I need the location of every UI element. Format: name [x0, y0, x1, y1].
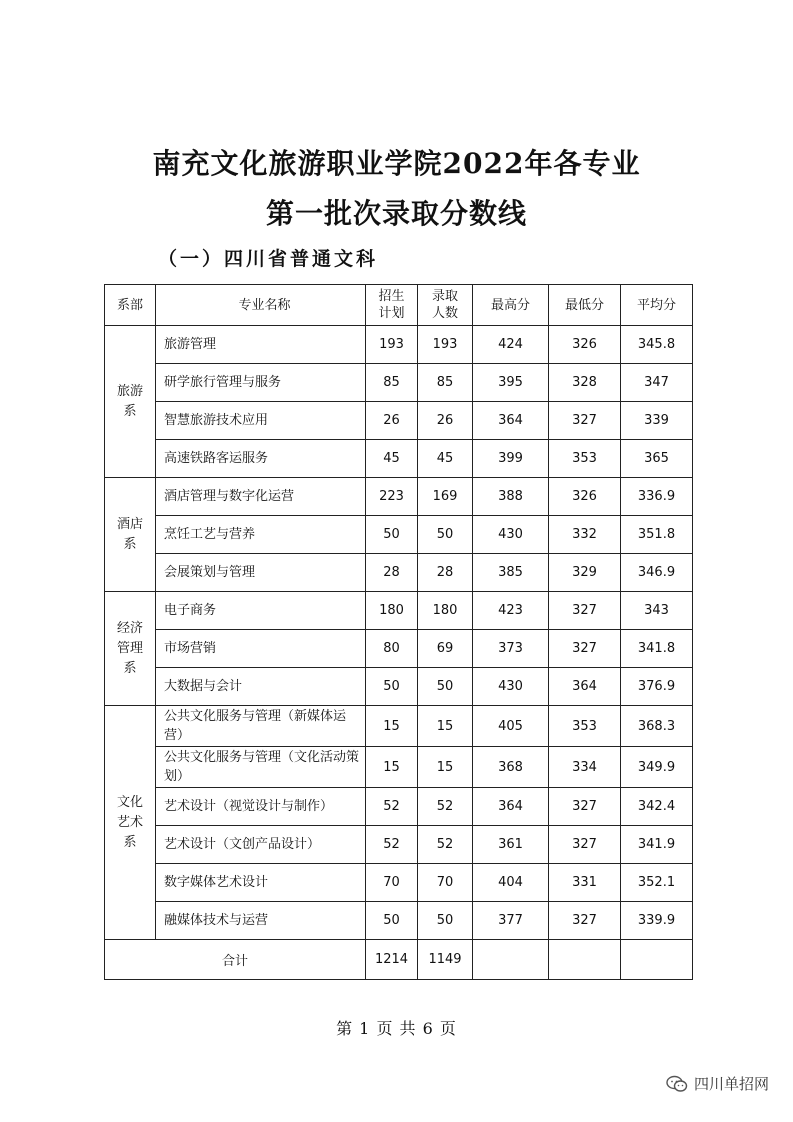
plan-cell: 193	[366, 326, 418, 364]
header-plan: 招生 计划	[366, 285, 418, 326]
table-row	[105, 668, 693, 706]
max-cell: 430	[473, 668, 549, 706]
admitted-cell: 52	[418, 826, 473, 864]
min-cell: 327	[549, 826, 621, 864]
admission-score-table	[104, 284, 693, 980]
avg-cell: 341.9	[621, 826, 693, 864]
major-name-cell: 烹饪工艺与营养	[156, 516, 366, 554]
total-admitted: 1149	[418, 940, 473, 980]
table-row	[105, 902, 693, 940]
plan-cell: 52	[366, 788, 418, 826]
major-name-cell: 高速铁路客运服务	[156, 440, 366, 478]
min-cell: 327	[549, 402, 621, 440]
avg-cell: 368.3	[621, 706, 693, 747]
total-avg	[621, 940, 693, 980]
major-name-cell: 艺术设计（文创产品设计）	[156, 826, 366, 864]
min-cell: 364	[549, 668, 621, 706]
table-row	[105, 364, 693, 402]
min-cell: 326	[549, 478, 621, 516]
avg-cell: 352.1	[621, 864, 693, 902]
major-name-cell: 数字媒体艺术设计	[156, 864, 366, 902]
min-cell: 328	[549, 364, 621, 402]
max-cell: 395	[473, 364, 549, 402]
max-cell: 364	[473, 402, 549, 440]
major-name-cell: 旅游管理	[156, 326, 366, 364]
watermark-text: 四川单招网	[693, 1075, 769, 1093]
dept-cell: 经济 管理 系	[105, 592, 156, 706]
plan-cell: 70	[366, 864, 418, 902]
major-name-cell: 市场营销	[156, 630, 366, 668]
max-cell: 377	[473, 902, 549, 940]
table-row	[105, 440, 693, 478]
min-cell: 334	[549, 747, 621, 788]
avg-cell: 339	[621, 402, 693, 440]
major-name-cell: 研学旅行管理与服务	[156, 364, 366, 402]
admitted-cell: 50	[418, 902, 473, 940]
max-cell: 404	[473, 864, 549, 902]
max-cell: 399	[473, 440, 549, 478]
major-name-cell: 酒店管理与数字化运营	[156, 478, 366, 516]
dept-cell: 酒店 系	[105, 478, 156, 592]
plan-cell: 28	[366, 554, 418, 592]
plan-cell: 50	[366, 668, 418, 706]
table-row	[105, 326, 693, 364]
min-cell: 353	[549, 706, 621, 747]
total-max	[473, 940, 549, 980]
table-row	[105, 706, 693, 747]
max-cell: 430	[473, 516, 549, 554]
avg-cell: 346.9	[621, 554, 693, 592]
max-cell: 423	[473, 592, 549, 630]
major-name-cell: 艺术设计（视觉设计与制作）	[156, 788, 366, 826]
min-cell: 327	[549, 592, 621, 630]
avg-cell: 345.8	[621, 326, 693, 364]
plan-cell: 15	[366, 747, 418, 788]
major-name-cell: 公共文化服务与管理（文化活动策划）	[156, 747, 366, 788]
plan-cell: 50	[366, 516, 418, 554]
admitted-cell: 45	[418, 440, 473, 478]
table-row	[105, 630, 693, 668]
admitted-cell: 15	[418, 747, 473, 788]
table-row	[105, 747, 693, 788]
avg-cell: 349.9	[621, 747, 693, 788]
max-cell: 424	[473, 326, 549, 364]
plan-cell: 45	[366, 440, 418, 478]
dept-cell: 旅游 系	[105, 326, 156, 478]
major-name-cell: 会展策划与管理	[156, 554, 366, 592]
table-header-row	[105, 285, 693, 326]
table-row	[105, 402, 693, 440]
admitted-cell: 180	[418, 592, 473, 630]
min-cell: 327	[549, 630, 621, 668]
max-cell: 368	[473, 747, 549, 788]
admitted-cell: 50	[418, 516, 473, 554]
admitted-cell: 28	[418, 554, 473, 592]
min-cell: 331	[549, 864, 621, 902]
plan-cell: 223	[366, 478, 418, 516]
document-title-line2: 第一批次录取分数线	[265, 197, 527, 230]
header-max: 最高分	[473, 285, 549, 326]
admitted-cell: 50	[418, 668, 473, 706]
table-row	[105, 554, 693, 592]
plan-cell: 15	[366, 706, 418, 747]
avg-cell: 347	[621, 364, 693, 402]
admitted-cell: 52	[418, 788, 473, 826]
document-title-line1: 南充文化旅游职业学院2022年各专业	[152, 147, 641, 180]
total-label: 合计	[105, 940, 366, 980]
avg-cell: 342.4	[621, 788, 693, 826]
min-cell: 353	[549, 440, 621, 478]
header-major: 专业名称	[156, 285, 366, 326]
avg-cell: 341.8	[621, 630, 693, 668]
min-cell: 326	[549, 326, 621, 364]
header-dept: 系部	[105, 285, 156, 326]
table-row	[105, 864, 693, 902]
plan-cell: 26	[366, 402, 418, 440]
wechat-icon	[666, 1075, 688, 1093]
header-min: 最低分	[549, 285, 621, 326]
plan-cell: 80	[366, 630, 418, 668]
plan-cell: 52	[366, 826, 418, 864]
min-cell: 329	[549, 554, 621, 592]
avg-cell: 365	[621, 440, 693, 478]
major-name-cell: 融媒体技术与运营	[156, 902, 366, 940]
major-name-cell: 智慧旅游技术应用	[156, 402, 366, 440]
admitted-cell: 169	[418, 478, 473, 516]
avg-cell: 343	[621, 592, 693, 630]
avg-cell: 336.9	[621, 478, 693, 516]
avg-cell: 376.9	[621, 668, 693, 706]
table-row	[105, 788, 693, 826]
major-name-cell: 电子商务	[156, 592, 366, 630]
max-cell: 385	[473, 554, 549, 592]
max-cell: 373	[473, 630, 549, 668]
admitted-cell: 193	[418, 326, 473, 364]
plan-cell: 50	[366, 902, 418, 940]
min-cell: 327	[549, 788, 621, 826]
plan-cell: 85	[366, 364, 418, 402]
major-name-cell: 公共文化服务与管理（新媒体运营）	[156, 706, 366, 747]
admitted-cell: 15	[418, 706, 473, 747]
header-admitted: 录取 人数	[418, 285, 473, 326]
total-row	[105, 940, 693, 980]
avg-cell: 339.9	[621, 902, 693, 940]
total-plan: 1214	[366, 940, 418, 980]
table-row	[105, 516, 693, 554]
table-row	[105, 826, 693, 864]
plan-cell: 180	[366, 592, 418, 630]
avg-cell: 351.8	[621, 516, 693, 554]
min-cell: 327	[549, 902, 621, 940]
admitted-cell: 85	[418, 364, 473, 402]
admitted-cell: 69	[418, 630, 473, 668]
max-cell: 405	[473, 706, 549, 747]
max-cell: 361	[473, 826, 549, 864]
admitted-cell: 26	[418, 402, 473, 440]
admitted-cell: 70	[418, 864, 473, 902]
dept-cell: 文化 艺术 系	[105, 706, 156, 940]
watermark	[666, 1073, 769, 1094]
header-avg: 平均分	[621, 285, 693, 326]
max-cell: 364	[473, 788, 549, 826]
min-cell: 332	[549, 516, 621, 554]
table-row	[105, 478, 693, 516]
table-row	[105, 592, 693, 630]
total-min	[549, 940, 621, 980]
max-cell: 388	[473, 478, 549, 516]
major-name-cell: 大数据与会计	[156, 668, 366, 706]
page-footer: 第 1 页 共 6 页	[336, 1019, 457, 1038]
section-subtitle: （一）四川省普通文科	[158, 248, 379, 270]
